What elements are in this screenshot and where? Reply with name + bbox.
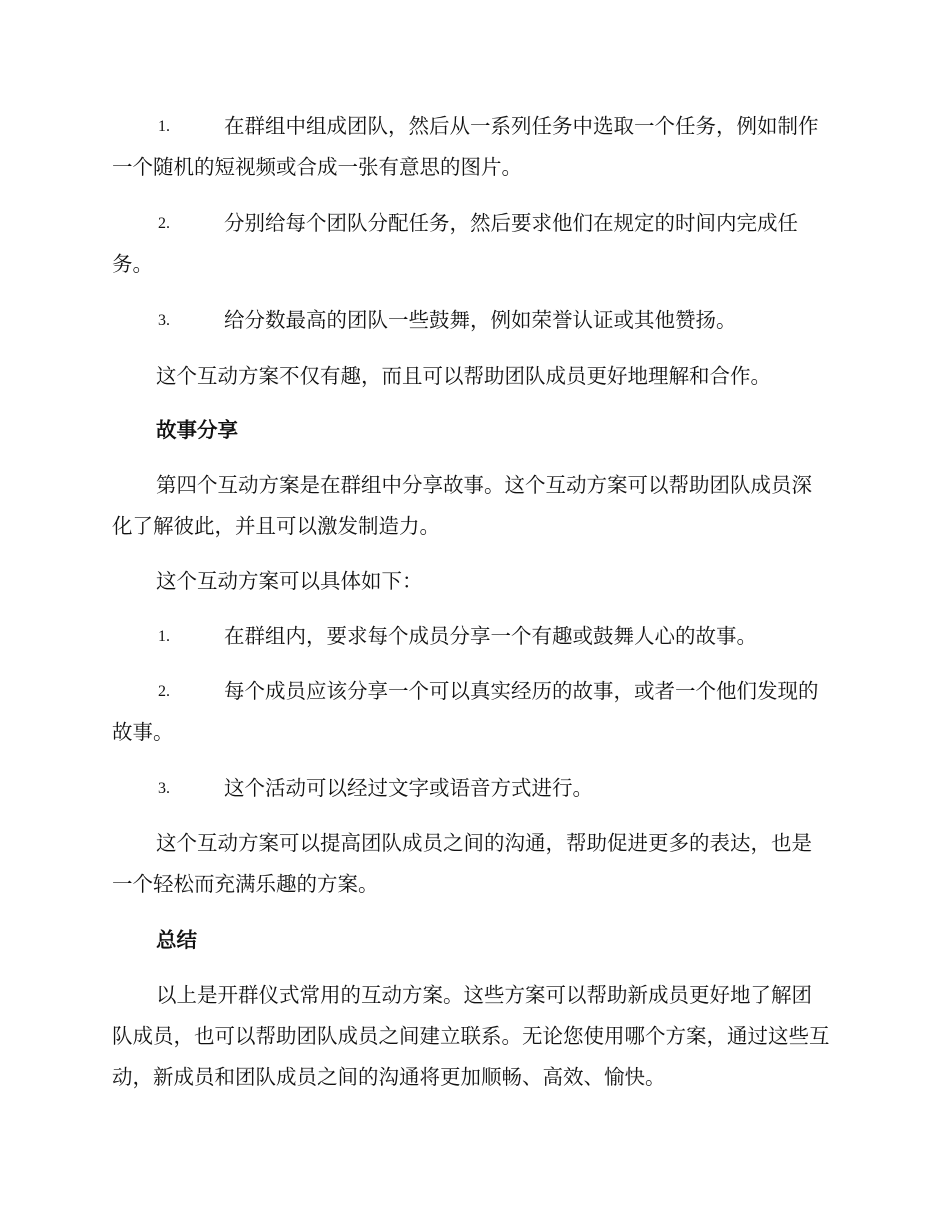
- list-item: [112, 106, 832, 188]
- list-text: 分别给每个团队分配任务，然后要求他们在规定的时间内完成任务。: [112, 211, 798, 276]
- section-heading: 故事分享: [156, 418, 238, 442]
- list-number: 3.: [158, 312, 170, 329]
- paragraph: 这个互动方案可以提高团队成员之间的沟通，帮助促进更多的表达，也是一个轻松而充满乐趣的方案。: [112, 831, 812, 896]
- list-number: 1.: [158, 628, 170, 645]
- list-text: 给分数最高的团队一些鼓舞，例如荣誉认证或其他赞扬。: [224, 308, 737, 332]
- section-heading: 总结: [156, 928, 197, 952]
- list-text: 在群组内，要求每个成员分享一个有趣或鼓舞人心的故事。: [224, 624, 757, 648]
- list-item: [112, 300, 832, 341]
- list-number: 1.: [158, 118, 170, 135]
- paragraph: 这个互动方案可以具体如下：: [156, 569, 423, 593]
- paragraph: 这个互动方案不仅有趣，而且可以帮助团队成员更好地理解和合作。: [156, 364, 771, 388]
- list-number: 2.: [158, 215, 170, 232]
- list-text: 这个活动可以经过文字或语音方式进行。: [224, 776, 593, 800]
- list-item: [112, 616, 832, 657]
- list-item: [112, 671, 832, 753]
- list-text: 在群组中组成团队，然后从一系列任务中选取一个任务，例如制作一个随机的短视频或合成一张有意思的图片。: [112, 114, 819, 179]
- paragraph: 第四个互动方案是在群组中分享故事。这个互动方案可以帮助团队成员深化了解彼此，并且可以激发制造力。: [112, 473, 812, 538]
- list-text: 每个成员应该分享一个可以真实经历的故事，或者一个他们发现的故事。: [112, 679, 819, 744]
- list-item: [112, 203, 832, 285]
- paragraph: 以上是开群仪式常用的互动方案。这些方案可以帮助新成员更好地了解团队成员，也可以帮助团队成员之间建立联系。无论您使用哪个方案，通过这些互动，新成员和团队成员之间的沟通将更加顺畅、高效、愉快。: [112, 983, 830, 1089]
- list-number: 2.: [158, 683, 170, 700]
- list-item: [112, 768, 832, 809]
- list-number: 3.: [158, 780, 170, 797]
